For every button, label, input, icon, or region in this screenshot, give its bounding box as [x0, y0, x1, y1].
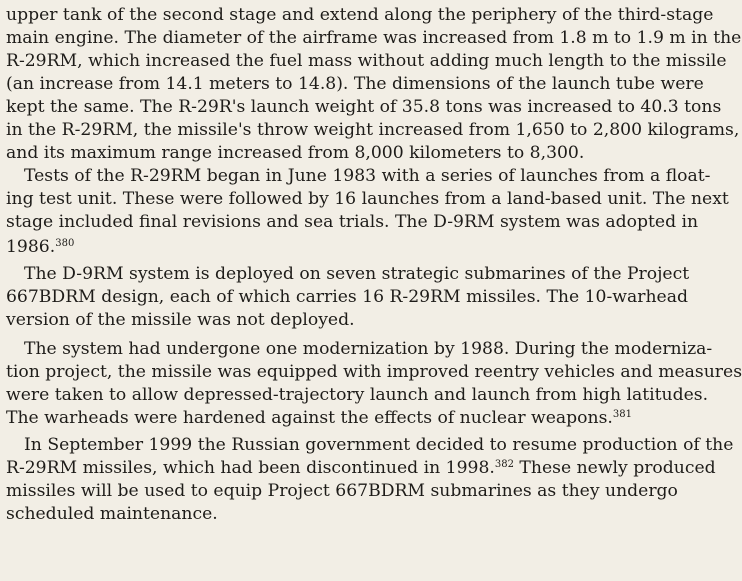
text-line: version of the missile was not deployed.: [6, 310, 355, 330]
footnote-marker: 380: [55, 238, 75, 249]
text-line: 667BDRM design, each of which carries 16 R-29RM missiles. The 10-warhead: [6, 287, 688, 307]
line-text: The warheads were hardened against the effects of nuclear weapons.: [6, 408, 613, 428]
text-line: (an increase from 14.1 meters to 14.8). The dimensions of the launch tube were: [6, 74, 704, 94]
text-line: in the R-29RM, the missile's throw weight increased from 1,650 to 2,800 kilograms,: [6, 120, 740, 140]
paragraph-start-line: The system had undergone one modernization by 1988. During the moderniza-: [24, 339, 713, 359]
footnote-marker: 382: [494, 459, 514, 470]
paragraph-start-line: The D-9RM system is deployed on seven strategic submarines of the Project: [24, 264, 690, 284]
text-line: main engine. The diameter of the airframe was increased from 1.8 m to 1.9 m in the: [6, 28, 742, 48]
text-line: scheduled maintenance.: [6, 504, 218, 524]
paragraph-start-line: In September 1999 the Russian government decided to resume production of the: [24, 435, 734, 455]
line-text-tail: These newly produced: [513, 458, 716, 478]
text-line: [6, 236, 666, 259]
line-text: 1986.: [6, 237, 56, 257]
text-line: were taken to allow depressed-trajectory launch and launch from high latitudes.: [6, 385, 709, 405]
text-line: [6, 407, 666, 430]
line-text: R-29RM missiles, which had been discontinued in 1998.: [6, 458, 495, 478]
text-line: R-29RM, which increased the fuel mass without adding much length to the missile: [6, 51, 727, 71]
paragraph-start-line: Tests of the R-29RM began in June 1983 with a series of launches from a float-: [24, 166, 711, 186]
footnote-marker: 381: [612, 409, 632, 420]
text-line: missiles will be used to equip Project 667BDRM submarines as they undergo: [6, 481, 678, 501]
text-line: kept the same. The R-29R's launch weight of 35.8 tons was increased to 40.3 tons: [6, 97, 722, 117]
text-line: [6, 457, 716, 480]
text-line: and its maximum range increased from 8,000 kilometers to 8,300.: [6, 143, 585, 163]
text-line: tion project, the missile was equipped with improved reentry vehicles and measures: [6, 362, 742, 382]
text-line: ing test unit. These were followed by 16 launches from a land-based unit. The next: [6, 189, 729, 209]
text-line: stage included final revisions and sea trials. The D-9RM system was adopted in: [6, 212, 699, 232]
text-line: upper tank of the second stage and extend along the periphery of the third-stage: [6, 5, 714, 25]
